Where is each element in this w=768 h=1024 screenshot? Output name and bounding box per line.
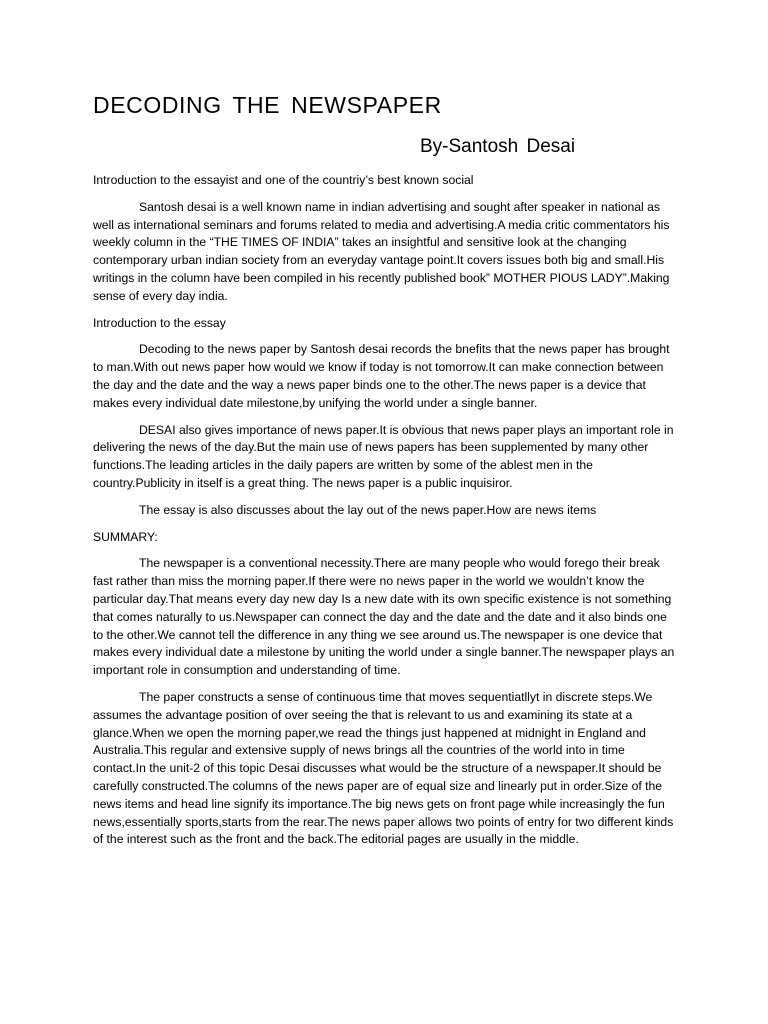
summary-paragraph-2: The paper constructs a sense of continuous time that moves sequentiatllyt in discrete steps.We assumes the advantage position of over seeing the that is relevant to us and examining its state at a glance.When we open the morning paper,we read the things just happened at midnight in England and Australia.This regular and extensive supply of news brings all the countries of the world into in time contact.In the unit-2 of this topic Desai discusses what would be the structure of a newspaper.It should be carefully constructed.The columns of the news paper are of equal size and linearly put in order.Size of the news items and head line signify its importance.The big news gets on front page while increasingly the fun news,essentially sports,starts from the rear.The news paper allows two points of entry for two different kinds of the interest such as the front and the back.The editorial pages are usually in the middle. [93, 689, 674, 847]
intro-essay-heading: Introduction to the essay [93, 315, 226, 330]
intro-essay-paragraph-1: Decoding to the news paper by Santosh desai records the bnefits that the news paper has brought to man.With out news paper how would we know if today is not tomorrow.It can make connection between the day and the date and the way a news paper binds one to the other.The news paper is a device that makes every individual date milestone,by unifying the world under a single banner. [93, 342, 670, 410]
intro-essay-paragraph-3: The essay is also discusses about the lay out of the news paper.How are news items [139, 502, 597, 517]
intro-essayist-paragraph: Santosh desai is a well known name in indian advertising and sought after speaker in national as well as international seminars and forums related to media and advertising.A media critic commentators his weekly column in the “THE TIMES OF INDIA” takes an insightful and sensitive look at the changing contemporary urban indian society from an everyday vantage point.It covers issues both big and small.His writings in the column have been compiled in his recently published book” MOTHER PIOUS LADY”.Making sense of every day india. [93, 199, 670, 303]
intro-essay-paragraph-2: DESAI also gives importance of news paper.It is obvious that news paper plays an important role in delivering the news of the day.But the main use of news papers has been supplemented by many other functions.The leading articles in the daily papers are written by some of the ablest men in the country.Publicity in itself is a great thing. The news paper is a public inquisiror. [93, 422, 674, 490]
summary-paragraph-1: The newspaper is a conventional necessity.There are many people who would forego their break fast rather than miss the morning paper.If there were no news paper in the world we wouldn’t know the particular day.That means every day new day Is a new date with its own specific existence is not something that comes naturally to us.Newspaper can connect the day and the date and the date and it also binds one to the other.We cannot tell the difference in any thing we see around us.The newspaper is one device that makes every individual date a milestone by uniting the world under a single banner.The newspaper plays an important role in consumption and understanding of time. [93, 556, 675, 678]
document-author: By-Santosh Desai [420, 136, 576, 157]
summary-heading: SUMMARY: [93, 529, 158, 544]
intro-essayist-heading: Introduction to the essayist and one of the countriy’s best known social [93, 173, 474, 187]
document-title: DECODING THE NEWSPAPER [93, 92, 442, 118]
document-body [93, 172, 677, 858]
